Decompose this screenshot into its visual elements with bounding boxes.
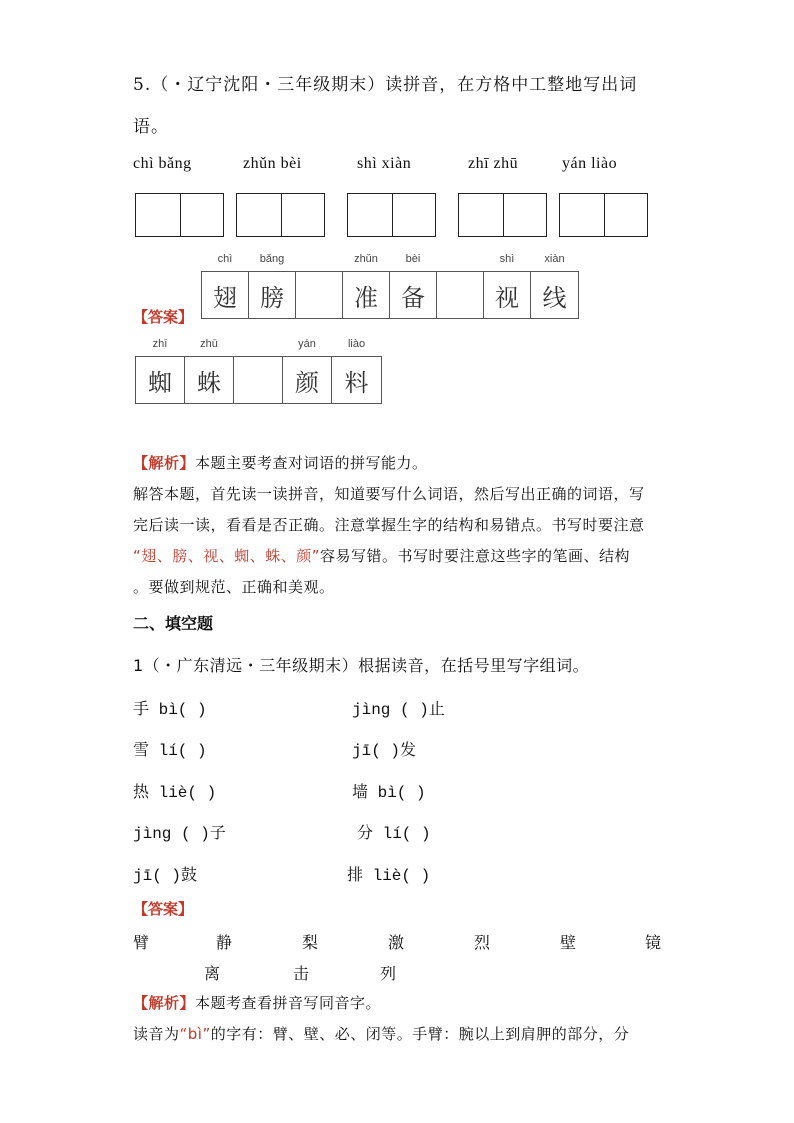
answer-cell: bèi 备 [390, 272, 437, 318]
answer-cell [296, 272, 343, 318]
answer-cell: yán 颜 [283, 357, 332, 403]
analysis-label: 【解析】 [133, 454, 196, 472]
fill-blank-item[interactable]: 分 lí( ) [357, 825, 431, 843]
answer-grid-row1 [201, 253, 579, 319]
analysis-paragraph: 【解析】本题主要考查对词语的拼写能力。 [133, 454, 428, 472]
answer-cell: shì 视 [484, 272, 531, 318]
pinyin-prompt: chì bǎng [133, 155, 192, 172]
answer-word: 离 [204, 964, 221, 983]
fill-blank-item[interactable]: 墙 bì( ) [352, 784, 426, 802]
pinyin-prompt: yán liào [562, 155, 618, 172]
section-heading: 二、填空题 [133, 614, 214, 633]
answer-cell: zhū 蛛 [185, 357, 234, 403]
answer-word: 列 [380, 964, 397, 983]
answer-word: 壁 [560, 933, 577, 952]
writing-grid[interactable] [559, 193, 648, 237]
fill-blank-item[interactable]: 雪 lí( ) [133, 742, 207, 760]
writing-grid[interactable] [458, 193, 547, 237]
answer-word: 镜 [645, 933, 662, 952]
analysis-line: 。要做到规范、正确和美观。 [133, 578, 335, 596]
answer-cell: liào 料 [344, 338, 369, 397]
analysis-line: 读音为“bì”的字有：臂、壁、必、闭等。手臂：腕以上到肩胛的部分，分 [133, 1025, 630, 1043]
fill-blank-item[interactable]: jìng ( )止 [352, 701, 445, 719]
answer-cell [437, 272, 484, 318]
answer-cell: chì 翅 [202, 272, 249, 318]
answer-label: 【答案】 [133, 308, 194, 326]
writing-grid[interactable] [236, 193, 325, 237]
writing-grid[interactable] [135, 193, 224, 237]
answer-cell: zhī 蜘 [136, 357, 185, 403]
answer-label: 【答案】 [133, 900, 194, 918]
fill-blank-item[interactable]: 手 bì( ) [133, 701, 207, 719]
pinyin-prompt: zhī zhū [468, 155, 519, 172]
answer-word: 激 [388, 933, 405, 952]
answer-cell [234, 357, 283, 403]
answer-cell: xiàn 线 [542, 253, 567, 312]
fill-blank-item[interactable]: jìng ( )子 [133, 825, 226, 843]
pinyin-prompt: zhǔn bèi [243, 155, 302, 172]
answer-grid-row2 [135, 338, 382, 404]
writing-grid[interactable] [347, 193, 436, 237]
question-1-title: 1（・广东清远・三年级期末）根据读音，在括号里写字组词。 [133, 656, 590, 675]
question-5-title-cont: 语。 [133, 117, 169, 137]
answer-word: 击 [293, 964, 310, 983]
answer-cell: bǎng 膀 [249, 272, 296, 318]
answer-word: 臂 [133, 933, 150, 952]
fill-blank-item[interactable]: jī( )鼓 [133, 867, 198, 885]
pinyin-prompt: shì xiàn [357, 155, 412, 172]
analysis-line: “翅、膀、视、蜘、蛛、颜”容易写错。书写时要注意这些字的笔画、结构 [133, 547, 631, 565]
fill-blank-item[interactable]: 排 liè( ) [347, 867, 431, 885]
fill-blank-item[interactable]: jī( )发 [352, 742, 417, 760]
answer-word: 静 [216, 933, 233, 952]
analysis-paragraph: 【解析】本题考查看拼音写同音字。 [133, 994, 382, 1012]
answer-word: 梨 [302, 933, 319, 952]
question-5-title: 5.（・辽宁沈阳・三年级期末）读拼音，在方格中工整地写出词 [133, 75, 638, 95]
fill-blank-item[interactable]: 热 liè( ) [133, 784, 217, 802]
analysis-label: 【解析】 [133, 994, 196, 1012]
analysis-line: 解答本题，首先读一读拼音，知道要写什么词语，然后写出正确的词语，写 [133, 485, 645, 503]
analysis-line: 完后读一读，看看是否正确。注意掌握生字的结构和易错点。书写时要注意 [133, 516, 645, 534]
answer-cell: zhǔn 准 [343, 272, 390, 318]
answer-word: 烈 [474, 933, 491, 952]
